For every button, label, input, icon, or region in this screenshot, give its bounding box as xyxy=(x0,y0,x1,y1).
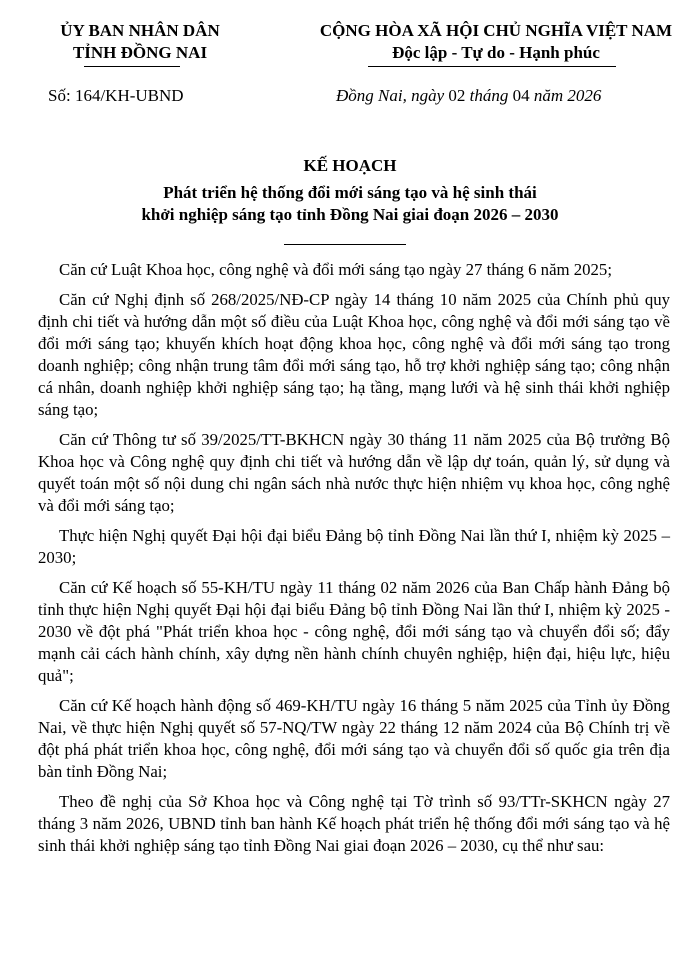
date-month: 04 xyxy=(512,86,530,105)
document-title: KẾ HOẠCH xyxy=(303,156,397,175)
date-month-label: tháng xyxy=(469,86,509,105)
issuing-agency xyxy=(40,20,240,64)
title-separator xyxy=(284,244,406,245)
document-number-suffix: /KH-UBND xyxy=(100,86,184,105)
date-place: Đồng Nai, ngày xyxy=(336,86,445,105)
nation-line-2: Độc lập - Tự do - Hạnh phúc xyxy=(392,43,600,62)
date-day: 02 xyxy=(448,86,466,105)
agency-underline xyxy=(84,66,180,67)
motto-underline xyxy=(368,66,616,67)
date-year: năm 2026 xyxy=(533,86,602,105)
document-subtitle xyxy=(60,182,640,226)
document-date xyxy=(336,86,601,106)
paragraph: Căn cứ Luật Khoa học, công nghệ và đổi mới sáng tạo ngày 27 tháng 6 năm 2025; xyxy=(59,260,612,279)
paragraph: Căn cứ Kế hoạch hành động số 469-KH/TU ngày 16 tháng 5 năm 2025 của Tỉnh ủy Đồng Nai, về thực hiện Nghị quyết số 57-NQ/TW ngày 22 tháng 12 năm 2024 của Bộ Chính trị về đột phá phát triển khoa học, công nghệ, đổi mới sáng tạo và chuyển đổi số quốc gia trên địa bàn tỉnh Đồng Nai; xyxy=(38,696,670,781)
paragraph: Căn cứ Kế hoạch số 55-KH/TU ngày 11 tháng 02 năm 2026 của Ban Chấp hành Đảng bộ tỉnh thực hiện Nghị quyết Đại hội đại biểu Đảng bộ tỉnh Đồng Nai lần thứ I, nhiệm kỳ 2025 - 2030 về đột phá "Phát triển khoa học - công nghệ, đổi mới sáng tạo và chuyển đổi số; đẩy mạnh cải cách hành chính, xây dựng nền hành chính chuyên nghiệp, hiện đại, hiệu lực, hiệu quả"; xyxy=(38,578,670,685)
document-number-label: Số: xyxy=(48,86,71,105)
document-body xyxy=(38,259,670,865)
paragraph: Theo đề nghị của Sở Khoa học và Công nghệ tại Tờ trình số 93/TTr-SKHCN ngày 27 tháng 3 năm 2026, UBND tỉnh ban hành Kế hoạch phát triển hệ thống đổi mới sáng tạo và hệ sinh thái khởi nghiệp sáng tạo tỉnh Đồng Nai giai đoạn 2026 – 2030, cụ thể như sau: xyxy=(38,792,670,855)
agency-line-2: TỈNH ĐỒNG NAI xyxy=(72,43,208,62)
national-motto xyxy=(292,20,700,64)
paragraph: Căn cứ Nghị định số 268/2025/NĐ-CP ngày 14 tháng 10 năm 2025 của Chính phủ quy định chi tiết và hướng dẫn một số điều của Luật Khoa học, công nghệ và đổi mới sáng tạo về đổi mới sáng tạo; khuyến khích hoạt động khoa học, công nghệ và đổi mới sáng tạo trong doanh nghiệp; công nhận trung tâm đổi mới sáng tạo, hỗ trợ khởi nghiệp sáng tạo; công nhận cá nhân, doanh nghiệp khởi nghiệp sáng tạo; hạ tầng, mạng lưới và hệ sinh thái khởi nghiệp sáng tạo; xyxy=(38,290,670,419)
agency-line-1: ỦY BAN NHÂN DÂN xyxy=(60,21,220,40)
nation-line-1: CỘNG HÒA XÃ HỘI CHỦ NGHĨA VIỆT NAM xyxy=(319,21,673,40)
subtitle-line-2: khởi nghiệp sáng tạo tỉnh Đồng Nai giai đoạn 2026 – 2030 xyxy=(141,205,559,224)
document-number xyxy=(48,86,184,106)
subtitle-line-1: Phát triển hệ thống đổi mới sáng tạo và hệ sinh thái xyxy=(163,183,537,202)
document-number-value: 164 xyxy=(74,86,101,105)
paragraph: Căn cứ Thông tư số 39/2025/TT-BKHCN ngày 30 tháng 11 năm 2025 của Bộ trưởng Bộ Khoa học và Công nghệ quy định chi tiết và hướng dẫn về lập dự toán, quản lý, sử dụng và quyết toán một số nội dung chi ngân sách nhà nước thực hiện nhiệm vụ khoa học, công nghệ và đổi mới sáng tạo; xyxy=(38,430,670,515)
paragraph: Thực hiện Nghị quyết Đại hội đại biểu Đảng bộ tỉnh Đồng Nai lần thứ I, nhiệm kỳ 2025 – 2030; xyxy=(38,526,670,567)
